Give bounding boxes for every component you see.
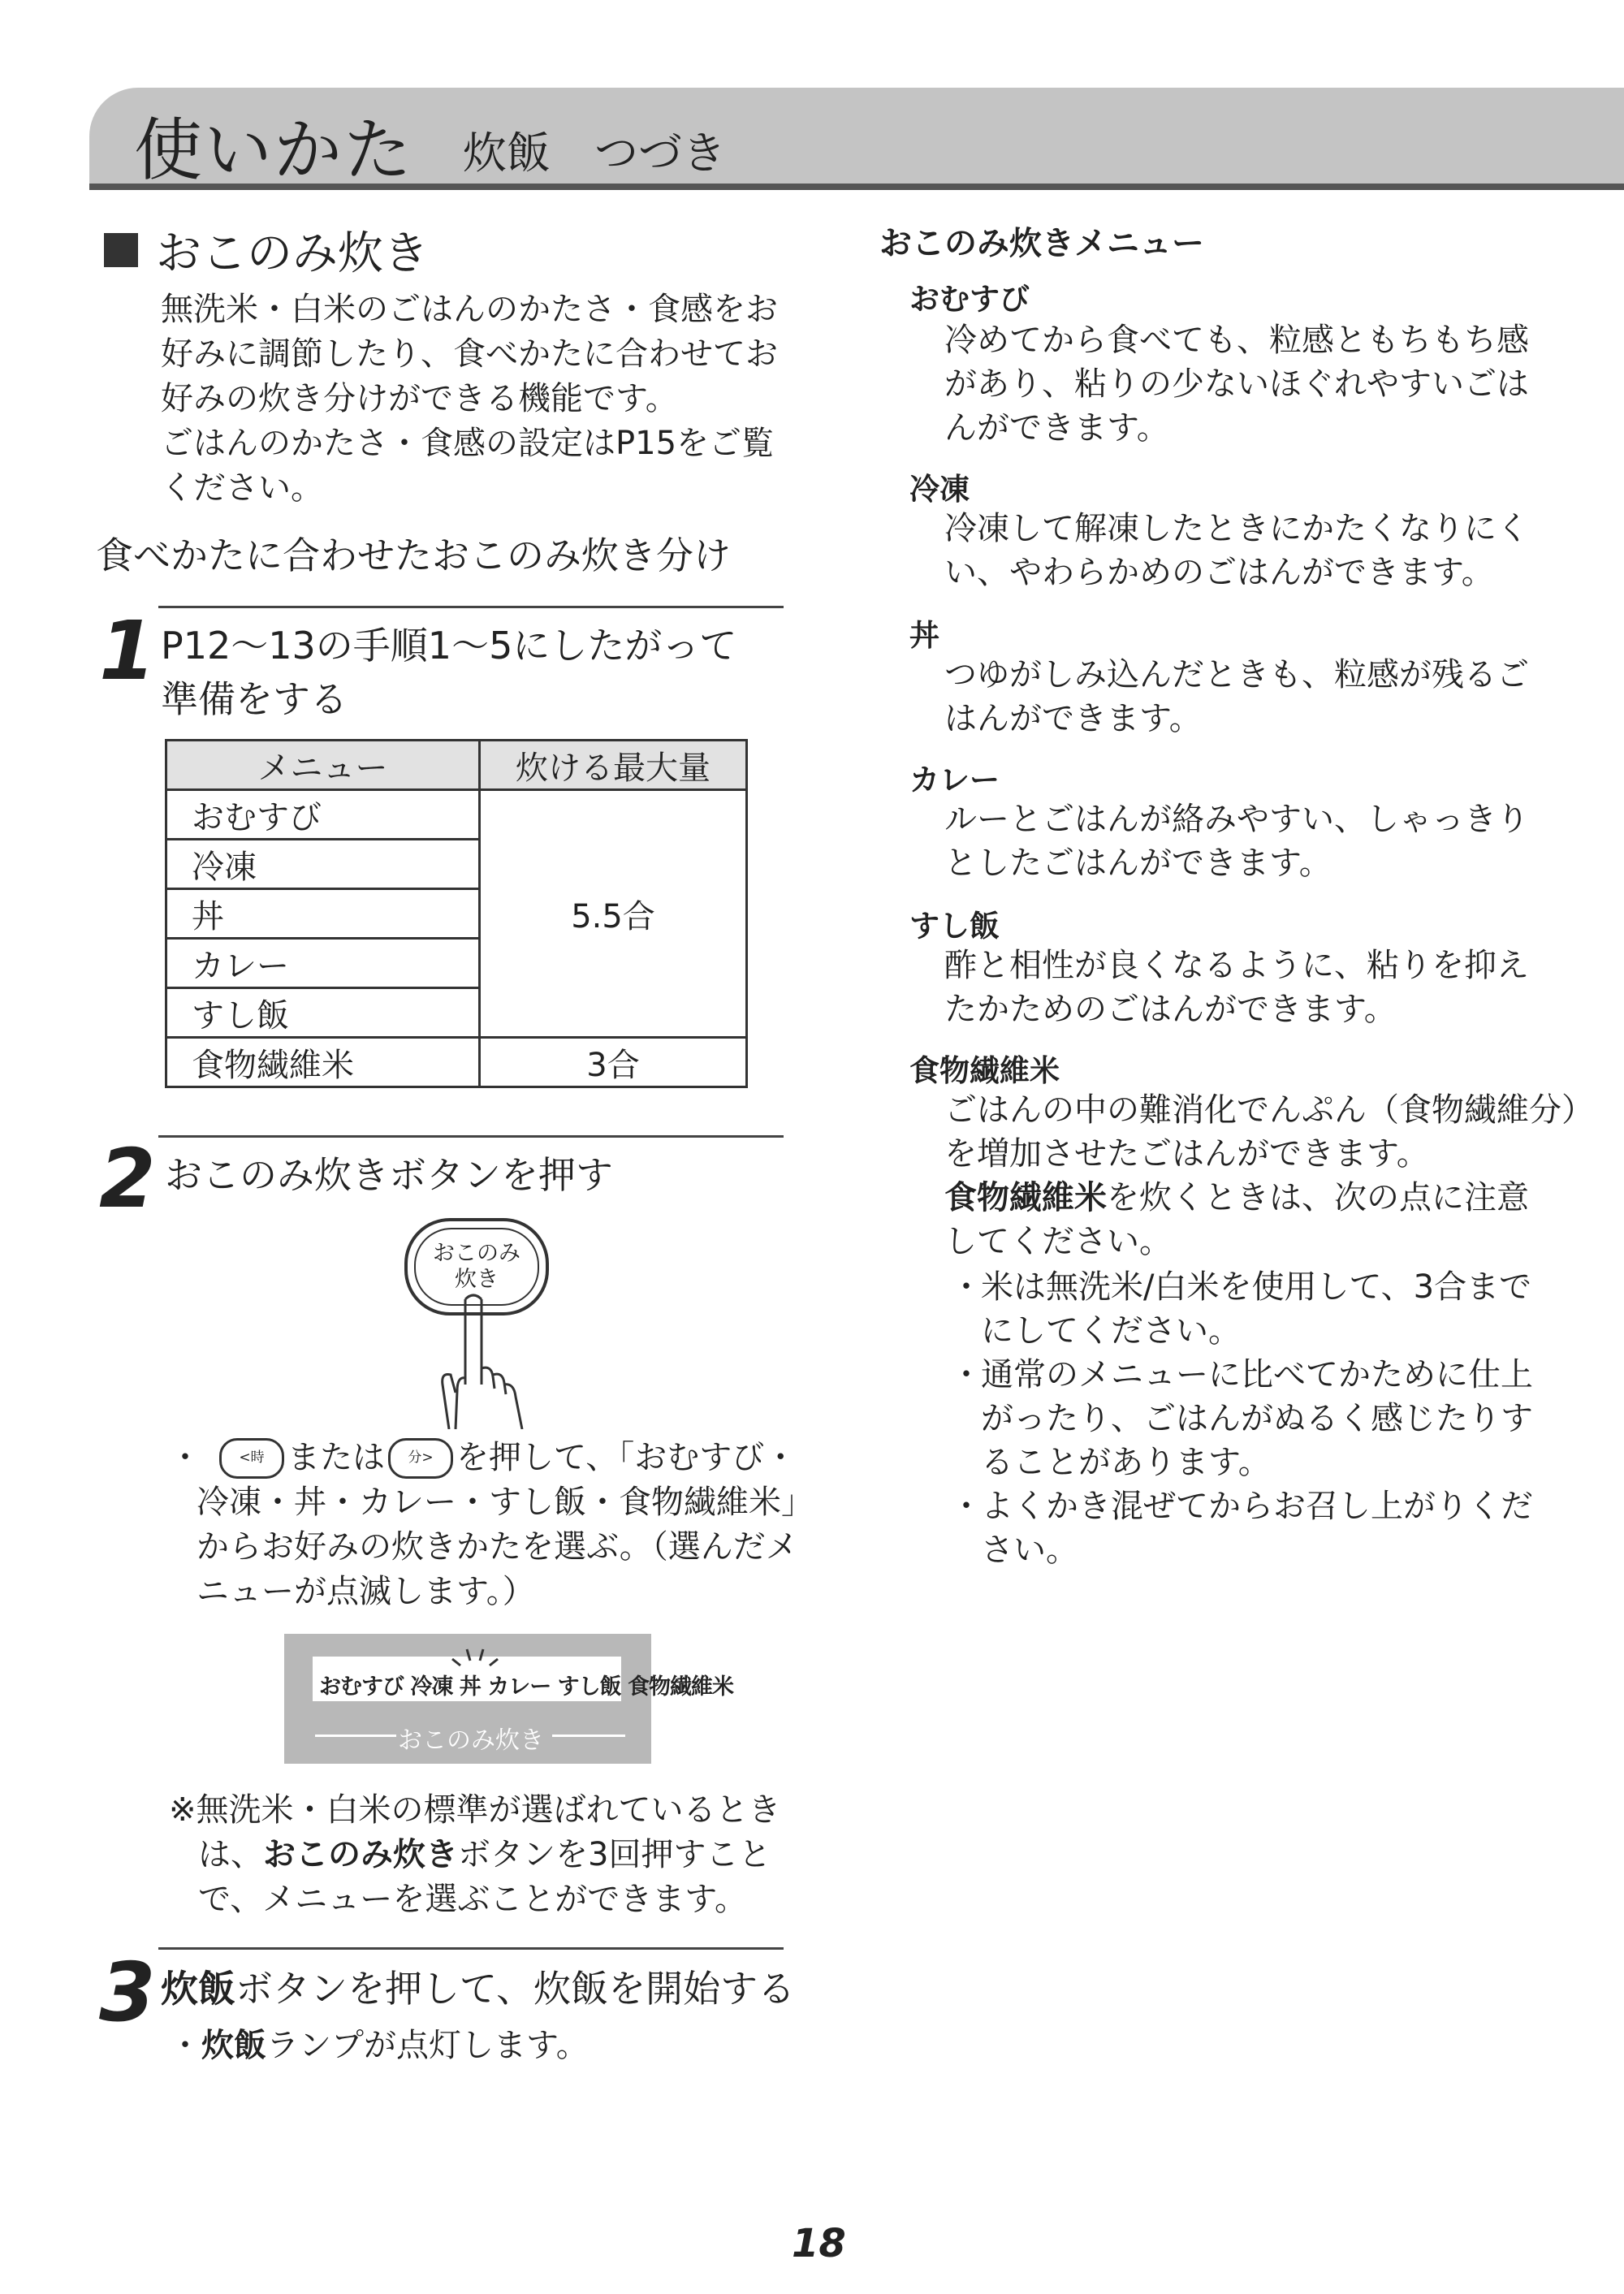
note-line	[169, 1833, 802, 1877]
desc-line: としたごはんができます。	[944, 845, 1332, 882]
table-header: メニュー	[166, 741, 480, 790]
step2-text: おこのみ炊きボタンを押す	[165, 1153, 613, 1197]
section-title-text: おこのみ炊き	[156, 227, 429, 280]
bullet-line: よくかき混ぜてからお召し上がりくだ	[981, 1488, 1533, 1525]
bullet-text: ランプが点灯します。	[266, 2027, 589, 2064]
page-title: 使いかた	[134, 110, 414, 190]
square-bullet-icon	[104, 233, 138, 267]
button-label: おこのみ	[433, 1241, 520, 1266]
step-divider	[158, 1135, 784, 1138]
blink-indicator-icon	[443, 1644, 508, 1677]
menu-item-name: 食物繊維米	[909, 1053, 1060, 1088]
fiber-bullets	[950, 1265, 1624, 1572]
lcd-menu-text: おむすび 冷凍 丼 カレー すし飯 食物繊維米	[319, 1674, 733, 1700]
menu-item-desc	[944, 797, 1624, 885]
bullet-line: さい。	[981, 1531, 1078, 1569]
amount-cell: 3合	[480, 1038, 747, 1087]
desc-line: ルーとごはんが絡みやすい、しゃっきり	[944, 801, 1529, 838]
menu-item-desc	[944, 653, 1624, 741]
fiber-note-bold: 食物繊維米	[944, 1179, 1107, 1216]
bullet-line: 冷凍・丼・カレー・すし飯・食物繊維米」	[197, 1484, 814, 1521]
step-divider	[158, 1947, 784, 1950]
bullet-bold: 炊飯	[201, 2027, 266, 2064]
bullet-item	[950, 1353, 1624, 1484]
step1-text	[161, 619, 736, 726]
bullet-text: または	[287, 1439, 385, 1476]
bullet-dot-icon: ・	[950, 1488, 983, 1525]
note-bold: おこのみ炊き	[263, 1836, 458, 1873]
bullet-line: ることがあります。	[981, 1444, 1271, 1481]
step3-bullet	[169, 2024, 589, 2068]
capacity-table	[165, 739, 748, 1088]
menu-cell: すし飯	[166, 988, 480, 1038]
subheading: 食べかたに合わせたおこのみ炊き分け	[96, 534, 731, 577]
button-label: 炊き	[455, 1267, 499, 1292]
note-text: ボタンを3回押すこと	[458, 1836, 771, 1873]
bullet-item	[950, 1484, 1624, 1572]
menu-list-title: おこのみ炊きメニュー	[879, 225, 1204, 262]
table-row	[166, 1038, 747, 1087]
section-title	[104, 218, 429, 283]
menu-item-name: カレー	[909, 763, 1000, 797]
menu-item-name: 冷凍	[909, 472, 970, 507]
note-text: は、	[198, 1836, 263, 1873]
desc-line: たかためのごはんができます。	[944, 991, 1397, 1028]
desc-line: い、やわらかめのごはんができます。	[944, 554, 1494, 591]
desc-line: ごはんの中の難消化でんぷん（食物繊維分）	[944, 1091, 1594, 1129]
minute-button[interactable]: 分>	[388, 1438, 453, 1479]
menu-cell: カレー	[166, 939, 480, 988]
pressing-hand-icon	[410, 1287, 548, 1429]
step1-line: 準備をする	[161, 677, 348, 721]
menu-item-name: おむすび	[909, 282, 1030, 317]
bullet-dot-icon: ・	[950, 1356, 983, 1393]
desc-line: 冷めてから食べても、粒感ともちもち感	[944, 322, 1529, 359]
bullet-item	[950, 1265, 1624, 1353]
bullet-line: にしてください。	[981, 1312, 1241, 1350]
table-header: 炊ける最大量	[480, 741, 747, 790]
menu-cell: おむすび	[166, 790, 480, 840]
bullet-line: ニューが点滅します。）	[197, 1573, 535, 1610]
table-header-row	[166, 741, 747, 790]
hour-button[interactable]: <時	[219, 1438, 284, 1479]
menu-item-name: 丼	[909, 618, 939, 653]
step3-text	[161, 1962, 795, 2015]
step2-bullet	[169, 1436, 814, 1614]
menu-item-desc	[944, 944, 1624, 1031]
intro-line: ごはんのかたさ・食感の設定はP15をご覧	[161, 425, 775, 462]
table-row	[166, 790, 747, 840]
menu-item-desc	[944, 318, 1624, 450]
bullet-dot-icon: ・	[169, 1439, 201, 1476]
desc-line: んができます。	[944, 409, 1169, 447]
menu-cell: 食物繊維米	[166, 1038, 480, 1087]
page-number: 18	[792, 2221, 846, 2266]
page-subtitle: 炊飯 つづき	[463, 127, 726, 179]
desc-line: 酢と相性が良くなるように、粘りを抑え	[944, 947, 1529, 984]
step2-note	[169, 1788, 802, 1922]
menu-cell: 冷凍	[166, 840, 480, 889]
menu-item-name: すし飯	[909, 909, 1000, 944]
bullet-line: からお好みの炊きかたを選ぶ。（選んだメ	[197, 1528, 798, 1566]
lcd-bracket-left	[315, 1735, 396, 1737]
desc-line: つゆがしみ込んだときも、粒感が残るご	[944, 656, 1529, 693]
step-number: 3	[99, 1945, 156, 2040]
intro-line: ください。	[161, 469, 323, 507]
step-number: 1	[99, 603, 156, 698]
note-line: ※無洗米・白米の標準が選ばれているとき	[169, 1791, 781, 1829]
bullet-line: 通常のメニューに比べてかために仕上	[981, 1356, 1533, 1393]
bullet-dot-icon: ・	[169, 2027, 201, 2064]
step-divider	[158, 606, 784, 608]
step-number: 2	[99, 1131, 156, 1226]
desc-line: 冷凍して解凍したときにかたくなりにく	[944, 510, 1529, 547]
lcd-label: おこのみ炊き	[398, 1726, 544, 1755]
desc-line: はんができます。	[944, 700, 1202, 737]
bullet-line: がったり、ごはんがぬるく感じたりす	[981, 1400, 1533, 1437]
menu-cell: 丼	[166, 889, 480, 939]
intro-text	[161, 287, 794, 511]
bullet-dot-icon: ・	[950, 1268, 983, 1306]
bullet-line	[169, 1436, 802, 1480]
fiber-note-text: を炊くときは、次の点に注意	[1107, 1179, 1529, 1216]
desc-line: を増加させたごはんができます。	[944, 1135, 1429, 1173]
desc-line: があり、粘りの少ないほぐれやすいごは	[944, 365, 1529, 403]
step3-rest: ボタンを押して、炊飯を開始する	[235, 1967, 796, 2011]
fiber-note	[944, 1176, 1624, 1220]
menu-item-desc	[944, 507, 1624, 594]
step3-bold: 炊飯	[161, 1967, 235, 2011]
lcd-bracket-right	[552, 1735, 625, 1737]
step1-line: P12～13の手順1～5にしたがって	[161, 624, 737, 667]
bullet-text: を押して、「おむすび・	[456, 1439, 797, 1476]
intro-line: 好みの炊き分けができる機能です。	[161, 380, 678, 417]
note-line: で、メニューを選ぶことができます。	[198, 1881, 747, 1918]
desc-line: してください。	[944, 1223, 1172, 1260]
intro-line: 無洗米・白米のごはんのかたさ・食感をお	[161, 291, 778, 328]
bullet-line: 米は無洗米/白米を使用して、3合まで	[981, 1268, 1532, 1306]
amount-cell: 5.5合	[480, 790, 747, 1038]
intro-line: 好みに調節したり、食べかたに合わせてお	[161, 335, 778, 373]
menu-item-desc	[944, 1088, 1624, 1264]
